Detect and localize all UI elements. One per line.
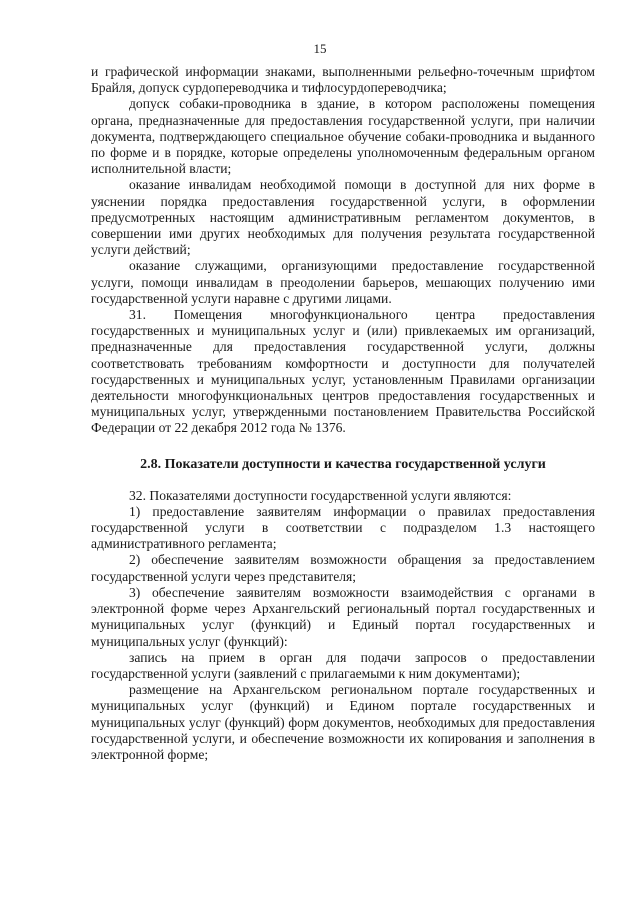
sub-item: размещение на Архангельском региональном портале государственных и муниципальных услуг (функций) и Едином портале государственных и муниципальных услуг (функций) форм документов, необходимых для предоставления государственной услуги, и обеспечение возможности их копирования и заполнения в электронной форме; [91,682,595,762]
paragraph: и графической информации знаками, выполненными рельефно-точечным шрифтом Брайля, допуск сурдопереводчика и тифлосурдопереводчика; [91,64,595,96]
paragraph: оказание служащими, организующими предоставление государственной услуги, помощи инвалидам в преодолении барьеров, мешающих получению ими государственной услуги наравне с другими лицами. [91,258,595,306]
list-item: 3) обеспечение заявителям возможности взаимодействия с органами в электронной форме через Архангельский региональный портал государственных и муниципальных услуг (функций) и Единый портал государственных и муниципальных услуг (функций): [91,584,595,649]
paragraph-item-32: 32. Показателями доступности государственной услуги являются: [129,487,512,503]
list-item: 1) предоставление заявителям информации о правилах предоставления государственной услуги в соответствии с подразделом 1.3 настоящего административного регламента; [91,503,595,552]
paragraph: оказание инвалидам необходимой помощи в доступной для них форме в уяснении порядка предоставления государственной услуги, в оформлении предусмотренных настоящим административным регламентом документов, в совершении ими других необходимых для получения результата государственной услуги действий; [91,177,595,258]
section-heading: 2.8. Показатели доступности и качества государственной услуги [140,456,546,472]
list-item: 2) обеспечение заявителям возможности обращения за предоставлением государственной услуги через представителя; [91,552,595,584]
page-number: 15 [313,41,327,56]
page-body [91,64,595,763]
paragraph: допуск собаки-проводника в здание, в котором расположены помещения органа, предназначенные для предоставления государственной услуги, при наличии документа, подтверждающего специальное обучение собаки-проводника и выданного по форме и в порядке, которые определены уполномоченным федеральным органом исполнительной власти; [91,96,595,177]
paragraph-item-31: 31. Помещения многофункционального центра предоставления государственных и муниципальных услуг и (или) привлекаемых им организаций, предназначенные для предоставления государственной услуги, должны соответствовать требованиям комфортности и доступности для получателей государственных и муниципальных услуг, установленным Правилами организации деятельности многофункциональных центров предоставления государственных и муниципальных услуг, утвержденными постановлением Правительства Российской Федерации от 22 декабря 2012 года № 1376. [91,307,595,436]
sub-item: запись на прием в орган для подачи запросов о предоставлении государственной услуги (заявлений с прилагаемыми к ним документами); [91,649,595,681]
